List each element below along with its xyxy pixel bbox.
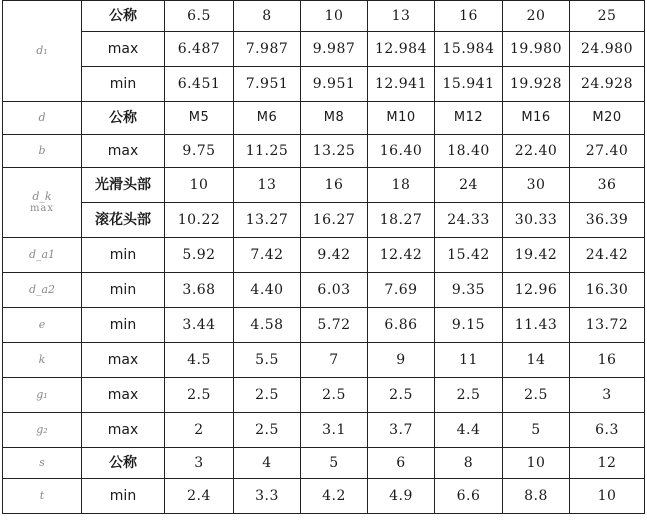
cell: 8 — [435, 447, 503, 478]
cell: 13 — [234, 167, 301, 202]
cell: 2 — [165, 412, 234, 447]
cell: 12 — [570, 447, 645, 478]
cell: 24.980 — [570, 31, 645, 66]
cell: 18.27 — [368, 202, 435, 237]
cell: 3.7 — [368, 412, 435, 447]
cell: 5.5 — [234, 342, 301, 377]
row-d-nominal — [3, 101, 645, 134]
cell: 13.72 — [570, 307, 645, 342]
row-dk-smooth — [3, 167, 645, 202]
cell: 4.4 — [435, 412, 503, 447]
cell: 2.5 — [503, 377, 570, 412]
cell: 2.5 — [165, 377, 234, 412]
cell: 9.987 — [301, 31, 368, 66]
symbol-da2: d_a2 — [3, 272, 82, 307]
cell: 30 — [503, 167, 570, 202]
cell: 27.40 — [570, 134, 645, 167]
cell: 5.72 — [301, 307, 368, 342]
cell: 4.58 — [234, 307, 301, 342]
row-da2-min — [3, 272, 645, 307]
cell: 24.33 — [435, 202, 503, 237]
cell: M8 — [301, 101, 368, 134]
cell: 2.4 — [165, 478, 234, 513]
cell: 5 — [503, 412, 570, 447]
cell: 8.8 — [503, 478, 570, 513]
label-nominal: 公称 — [82, 1, 165, 32]
cell: 13 — [368, 1, 435, 32]
cell: 3.3 — [234, 478, 301, 513]
cell: 12.941 — [368, 66, 435, 101]
cell: 7 — [301, 342, 368, 377]
cell: 6.03 — [301, 272, 368, 307]
label-min: min — [82, 237, 165, 272]
cell: 7.987 — [234, 31, 301, 66]
symbol-k: k — [3, 342, 82, 377]
cell: 18 — [368, 167, 435, 202]
cell: 9.15 — [435, 307, 503, 342]
symbol-dk-max: max — [29, 202, 55, 214]
cell: 12.96 — [503, 272, 570, 307]
cell: 2.5 — [234, 412, 301, 447]
cell: 5 — [301, 447, 368, 478]
cell: 5.92 — [165, 237, 234, 272]
symbol-e: e — [3, 307, 82, 342]
symbol-g2: g₂ — [3, 412, 82, 447]
cell: 3.1 — [301, 412, 368, 447]
symbol-d: d — [3, 101, 82, 134]
dimension-table-container — [2, 0, 644, 514]
cell: 4.9 — [368, 478, 435, 513]
cell: 3 — [165, 447, 234, 478]
cell: 16.30 — [570, 272, 645, 307]
label-min: min — [82, 478, 165, 513]
symbol-dk-label: d_k — [32, 189, 52, 203]
row-g2-max — [3, 412, 645, 447]
symbol-b: b — [3, 134, 82, 167]
cell: M12 — [435, 101, 503, 134]
cell: 4.2 — [301, 478, 368, 513]
cell: 30.33 — [503, 202, 570, 237]
cell: 22.40 — [503, 134, 570, 167]
cell: 9.951 — [301, 66, 368, 101]
label-min: min — [82, 307, 165, 342]
row-b-max — [3, 134, 645, 167]
cell: 6.86 — [368, 307, 435, 342]
cell: 7.69 — [368, 272, 435, 307]
row-t-min — [3, 478, 645, 513]
cell: 3.44 — [165, 307, 234, 342]
symbol-s: s — [3, 447, 82, 478]
cell: 12.984 — [368, 31, 435, 66]
cell: 6.5 — [165, 1, 234, 32]
cell: 19.980 — [503, 31, 570, 66]
cell: 6 — [368, 447, 435, 478]
cell: 4.40 — [234, 272, 301, 307]
cell: 11.25 — [234, 134, 301, 167]
cell: 15.42 — [435, 237, 503, 272]
label-max: max — [82, 377, 165, 412]
cell: 9.42 — [301, 237, 368, 272]
row-d1-min — [3, 66, 645, 101]
cell: 11 — [435, 342, 503, 377]
cell: 16.40 — [368, 134, 435, 167]
cell: 19.928 — [503, 66, 570, 101]
cell: 2.5 — [435, 377, 503, 412]
cell: M20 — [570, 101, 645, 134]
cell: 10 — [165, 167, 234, 202]
cell: 2.5 — [368, 377, 435, 412]
label-nominal: 公称 — [82, 101, 165, 134]
cell: 24.42 — [570, 237, 645, 272]
cell: 25 — [570, 1, 645, 32]
cell: 15.984 — [435, 31, 503, 66]
cell: 6.487 — [165, 31, 234, 66]
row-e-min — [3, 307, 645, 342]
symbol-da1: d_a1 — [3, 237, 82, 272]
cell: 24 — [435, 167, 503, 202]
label-max: max — [82, 412, 165, 447]
row-k-max — [3, 342, 645, 377]
label-max: max — [82, 31, 165, 66]
symbol-t: t — [3, 478, 82, 513]
label-smooth-head: 光滑头部 — [82, 167, 165, 202]
cell: 15.941 — [435, 66, 503, 101]
cell: M10 — [368, 101, 435, 134]
symbol-g1: g₁ — [3, 377, 82, 412]
dimension-table — [2, 0, 645, 514]
label-nominal: 公称 — [82, 447, 165, 478]
cell: 6.3 — [570, 412, 645, 447]
cell: 19.42 — [503, 237, 570, 272]
row-g1-max — [3, 377, 645, 412]
cell: 16 — [301, 167, 368, 202]
row-d1-max — [3, 31, 645, 66]
label-knurled-head: 滚花头部 — [82, 202, 165, 237]
cell: 8 — [234, 1, 301, 32]
cell: 7.951 — [234, 66, 301, 101]
row-s-nominal — [3, 447, 645, 478]
cell: 9 — [368, 342, 435, 377]
cell: 18.40 — [435, 134, 503, 167]
cell: 16.27 — [301, 202, 368, 237]
cell: M5 — [165, 101, 234, 134]
cell: 3 — [570, 377, 645, 412]
cell: 2.5 — [234, 377, 301, 412]
row-dk-knurled — [3, 202, 645, 237]
label-max: max — [82, 134, 165, 167]
cell: 36 — [570, 167, 645, 202]
cell: 11.43 — [503, 307, 570, 342]
cell: 16 — [435, 1, 503, 32]
label-min: min — [82, 66, 165, 101]
cell: 13.25 — [301, 134, 368, 167]
cell: 10.22 — [165, 202, 234, 237]
label-min: min — [82, 272, 165, 307]
cell: 24.928 — [570, 66, 645, 101]
cell: 4 — [234, 447, 301, 478]
symbol-d1: d₁ — [3, 1, 82, 102]
symbol-dk — [3, 167, 82, 237]
cell: 20 — [503, 1, 570, 32]
cell: 6.451 — [165, 66, 234, 101]
cell: 14 — [503, 342, 570, 377]
cell: 9.35 — [435, 272, 503, 307]
cell: 2.5 — [301, 377, 368, 412]
row-da1-min — [3, 237, 645, 272]
label-max: max — [82, 342, 165, 377]
row-d1-nominal — [3, 1, 645, 32]
cell: 7.42 — [234, 237, 301, 272]
cell: 10 — [301, 1, 368, 32]
cell: 10 — [503, 447, 570, 478]
cell: M6 — [234, 101, 301, 134]
cell: 10 — [570, 478, 645, 513]
cell: M16 — [503, 101, 570, 134]
cell: 36.39 — [570, 202, 645, 237]
cell: 16 — [570, 342, 645, 377]
cell: 6.6 — [435, 478, 503, 513]
cell: 9.75 — [165, 134, 234, 167]
cell: 4.5 — [165, 342, 234, 377]
cell: 12.42 — [368, 237, 435, 272]
cell: 3.68 — [165, 272, 234, 307]
cell: 13.27 — [234, 202, 301, 237]
